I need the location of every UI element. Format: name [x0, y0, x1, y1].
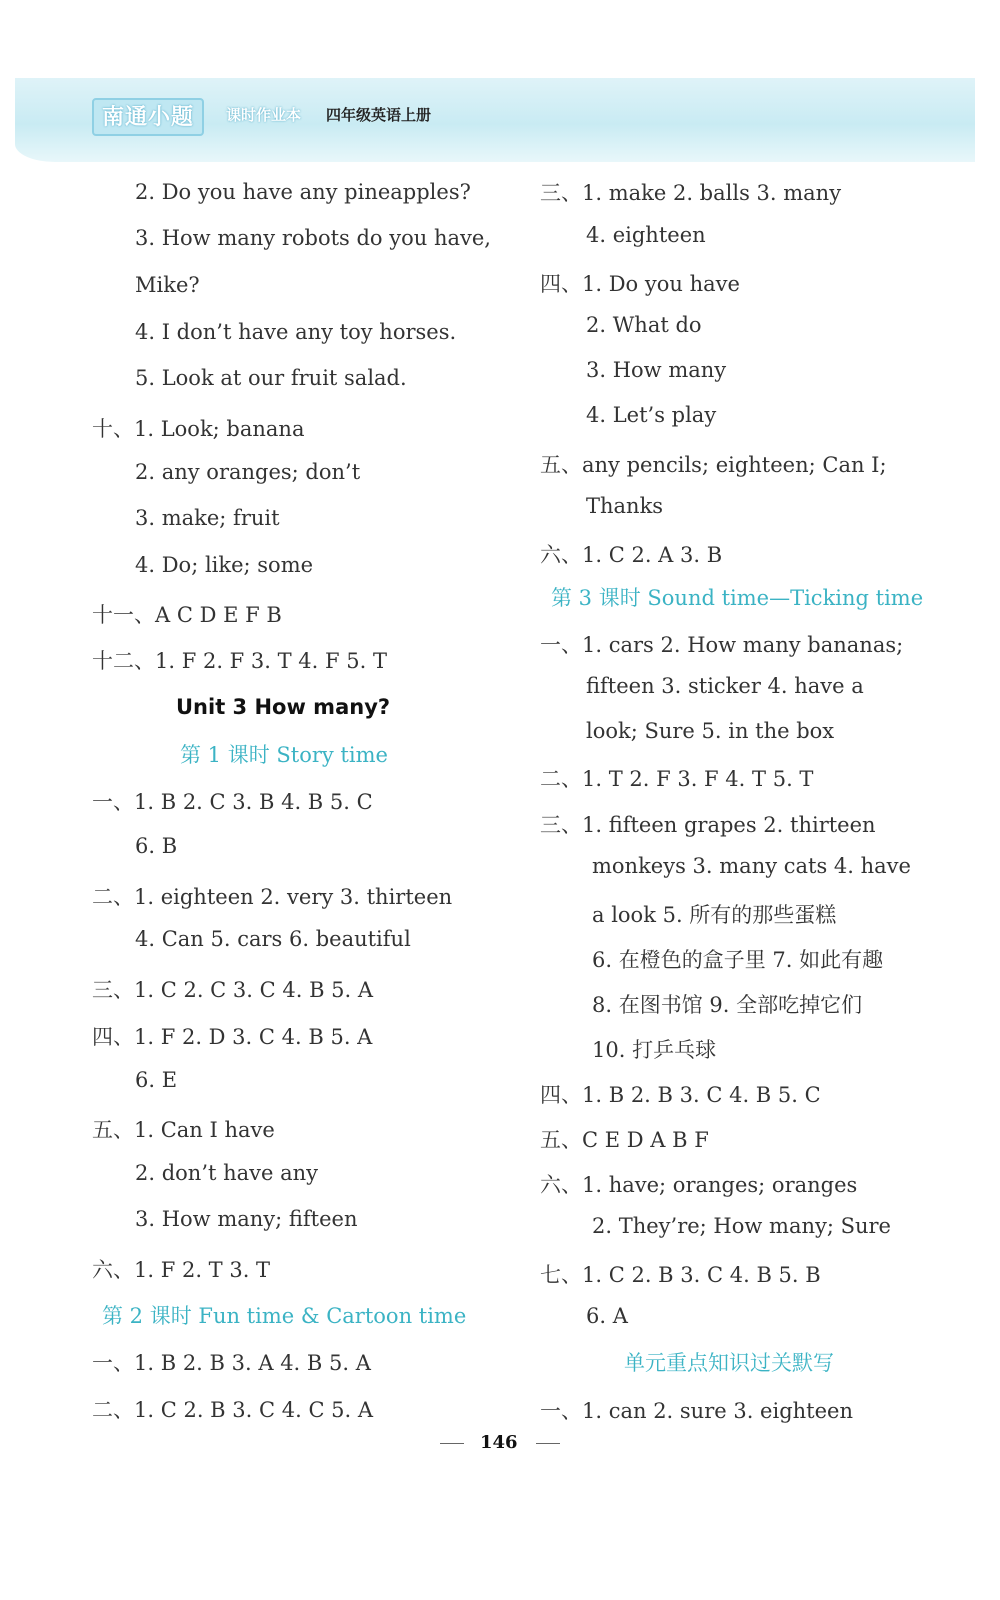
left-line-10: 十一、A C D E F B: [92, 603, 282, 627]
book-title: 四年级英语上册: [326, 106, 432, 124]
left-line-19: 四、1. F 2. D 3. C 4. B 5. A: [92, 1025, 373, 1049]
left-line-16: 二、1. eighteen 2. very 3. thirteen: [92, 885, 453, 909]
left-line-24: 六、1. F 2. T 3. T: [92, 1258, 271, 1282]
right-line-6: 4. Let’s play: [586, 403, 717, 427]
right-line-26: 6. A: [586, 1304, 628, 1328]
left-line-13: 第 1 课时 Story time: [180, 743, 388, 767]
left-line-3: Mike?: [135, 273, 200, 297]
right-line-13: look; Sure 5. in the box: [586, 719, 835, 743]
right-line-3: 四、1. Do you have: [540, 272, 740, 296]
right-line-1: 三、1. make 2. balls 3. many: [540, 181, 842, 205]
right-line-15: 三、1. fifteen grapes 2. thirteen: [540, 813, 876, 837]
right-line-25: 七、1. C 2. B 3. C 4. B 5. B: [540, 1263, 821, 1287]
page-number: 146: [480, 1432, 518, 1453]
right-line-16: monkeys 3. many cats 4. have: [592, 854, 911, 878]
left-line-18: 三、1. C 2. C 3. C 4. B 5. A: [92, 978, 374, 1002]
right-line-5: 3. How many: [586, 358, 727, 382]
left-line-15: 6. B: [135, 834, 178, 858]
right-line-2: 4. eighteen: [586, 223, 706, 247]
page-dash-right: [536, 1443, 560, 1444]
right-line-24: 2. They’re; How many; Sure: [592, 1214, 891, 1238]
right-line-23: 六、1. have; oranges; oranges: [540, 1173, 858, 1197]
left-line-4: 4. I don’t have any toy horses.: [135, 320, 457, 344]
right-line-22: 五、C E D A B F: [540, 1128, 709, 1152]
left-line-20: 6. E: [135, 1068, 178, 1092]
left-line-5: 5. Look at our fruit salad.: [135, 366, 407, 390]
right-line-18: 6. 在橙色的盒子里 7. 如此有趣: [592, 948, 884, 972]
right-line-4: 2. What do: [586, 313, 702, 337]
left-line-8: 3. make; fruit: [135, 506, 280, 530]
left-line-21: 五、1. Can I have: [92, 1118, 275, 1142]
left-line-12: Unit 3 How many?: [176, 695, 391, 719]
right-line-14: 二、1. T 2. F 3. F 4. T 5. T: [540, 767, 814, 791]
right-line-9: 六、1. C 2. A 3. B: [540, 543, 723, 567]
right-line-11: 一、1. cars 2. How many bananas;: [540, 633, 904, 657]
right-line-21: 四、1. B 2. B 3. C 4. B 5. C: [540, 1083, 821, 1107]
right-line-8: Thanks: [586, 494, 664, 518]
left-line-1: 2. Do you have any pineapples?: [135, 180, 471, 204]
left-line-2: 3. How many robots do you have,: [135, 226, 491, 250]
left-line-14: 一、1. B 2. C 3. B 4. B 5. C: [92, 790, 373, 814]
left-line-17: 4. Can 5. cars 6. beautiful: [135, 927, 411, 951]
right-line-27: 单元重点知识过关默写: [624, 1351, 834, 1375]
left-line-11: 十二、1. F 2. F 3. T 4. F 5. T: [92, 649, 387, 673]
left-line-6: 十、1. Look; banana: [92, 417, 305, 441]
left-line-7: 2. any oranges; don’t: [135, 460, 361, 484]
left-line-27: 二、1. C 2. B 3. C 4. C 5. A: [92, 1398, 374, 1422]
series-name: 课时作业本: [226, 106, 302, 124]
left-line-25: 第 2 课时 Fun time & Cartoon time: [102, 1304, 467, 1328]
right-line-10: 第 3 课时 Sound time—Ticking time: [551, 586, 924, 610]
right-line-7: 五、any pencils; eighteen; Can I;: [540, 453, 887, 477]
page-dash-left: [440, 1443, 464, 1444]
series-logo: 南通小题: [92, 98, 204, 136]
left-line-9: 4. Do; like; some: [135, 553, 314, 577]
right-line-28: 一、1. can 2. sure 3. eighteen: [540, 1399, 853, 1423]
right-line-19: 8. 在图书馆 9. 全部吃掉它们: [592, 993, 863, 1017]
left-line-26: 一、1. B 2. B 3. A 4. B 5. A: [92, 1351, 371, 1375]
left-line-22: 2. don’t have any: [135, 1161, 319, 1185]
right-line-12: fifteen 3. sticker 4. have a: [586, 674, 864, 698]
right-line-20: 10. 打乒乓球: [592, 1038, 717, 1062]
left-line-23: 3. How many; fifteen: [135, 1207, 358, 1231]
right-line-17: a look 5. 所有的那些蛋糕: [592, 903, 837, 927]
